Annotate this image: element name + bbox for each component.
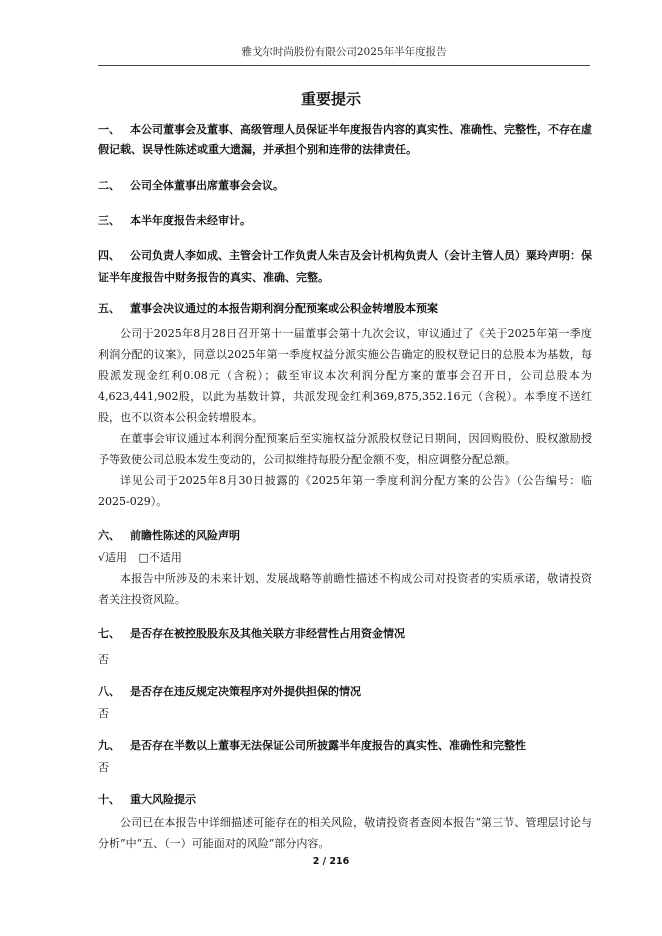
section-3-heading xyxy=(98,211,592,231)
section-number: 一、 xyxy=(98,123,120,136)
section-number: 七、 xyxy=(98,627,120,640)
section-number: 五、 xyxy=(98,302,120,315)
section-text: 公司全体董事出席董事会会议。 xyxy=(130,179,284,192)
section-number: 九、 xyxy=(98,739,120,752)
paragraph: 本报告中所涉及的未来计划、发展战略等前瞻性描述不构成公司对投资者的实质承诺，敬请投资者关注投资风险。 xyxy=(98,572,592,606)
document-body xyxy=(98,120,592,854)
section-1-heading xyxy=(98,120,592,160)
section-9-heading xyxy=(98,736,592,756)
section-2-heading xyxy=(98,176,592,196)
section-text: 公司负责人李如成、主管会计工作负责人朱吉及会计机构负责人（会计主管人员）粟玲声明：保证半年度报告中财务报告的真实、准确、完整。 xyxy=(98,249,592,284)
section-text: 是否存在违反规定决策程序对外提供担保的情况 xyxy=(130,685,361,698)
page-header: 雅戈尔时尚股份有限公司2025年半年度报告 xyxy=(98,44,590,66)
paragraph: 公司已在本报告中详细描述可能存在的相关风险，敬请投资者查阅本报告“第三节、管理层讨论与分析”中“五、（一）可能面对的风险”部分内容。 xyxy=(98,816,592,850)
paragraph: 公司于2025年8月28日召开第十一届董事会第十九次会议，审议通过了《关于2025年第一季度利润分配的议案》，同意以2025年第一季度权益分派实施公告确定的股权登记日的总股本为基数，每股派发现金红利0.08元（含税）；截至审议本次利润分配方案的董事会召开日，公司总股本为4,623,441,902股，以此为基数计算，共派发现金红利369,875,352.16元（含税）。本季度不送红股，也不以资本公积金转增股本。 xyxy=(98,327,592,424)
section-number: 三、 xyxy=(98,214,120,227)
section-number: 二、 xyxy=(98,179,120,192)
page-number: 2 / 216 xyxy=(312,856,350,867)
section-text: 董事会决议通过的本报告期利润分配预案或公积金转增股本预案 xyxy=(130,302,438,315)
section-number: 四、 xyxy=(98,249,120,262)
section-text: 是否存在被控股股东及其他关联方非经营性占用资金情况 xyxy=(130,627,405,640)
section-6-heading xyxy=(98,526,592,546)
section-number: 十、 xyxy=(98,793,120,806)
section-number: 八、 xyxy=(98,685,120,698)
section-4-heading xyxy=(98,245,592,289)
section-text: 本半年度报告未经审计。 xyxy=(130,214,251,227)
section-text: 前瞻性陈述的风险声明 xyxy=(130,529,240,542)
section-8-answer: 否 xyxy=(98,707,109,720)
section-text: 是否存在半数以上董事无法保证公司所披露半年度报告的真实性、准确性和完整性 xyxy=(130,739,526,752)
section-number: 六、 xyxy=(98,529,120,542)
paragraph: 详见公司于2025年8月30日披露的《2025年第一季度利润分配方案的公告》（公告编号：临2025-029）。 xyxy=(98,474,592,508)
section-text: 重大风险提示 xyxy=(130,793,196,806)
applicable-checkbox: √适用 xyxy=(98,551,128,564)
applicability-options xyxy=(98,548,592,568)
section-10-heading xyxy=(98,790,592,810)
section-8-heading xyxy=(98,682,592,702)
section-7-heading xyxy=(98,624,592,644)
not-applicable-checkbox: □不适用 xyxy=(138,551,182,564)
section-7-answer: 否 xyxy=(98,653,109,666)
section-9-answer: 否 xyxy=(98,761,109,774)
page-title: 重要提示 xyxy=(300,90,361,108)
section-5-heading xyxy=(98,299,592,319)
paragraph: 在董事会审议通过本利润分配预案后至实施权益分派股权登记日期间，因回购股份、股权激励授予等致使公司总股本发生变动的，公司拟维持每股分配金额不变，相应调整分配总额。 xyxy=(98,432,592,466)
section-text: 本公司董事会及董事、高级管理人员保证半年度报告内容的真实性、准确性、完整性，不存在虚假记载、误导性陈述或重大遗漏，并承担个别和连带的法律责任。 xyxy=(98,123,592,156)
section-5-body xyxy=(98,323,592,512)
